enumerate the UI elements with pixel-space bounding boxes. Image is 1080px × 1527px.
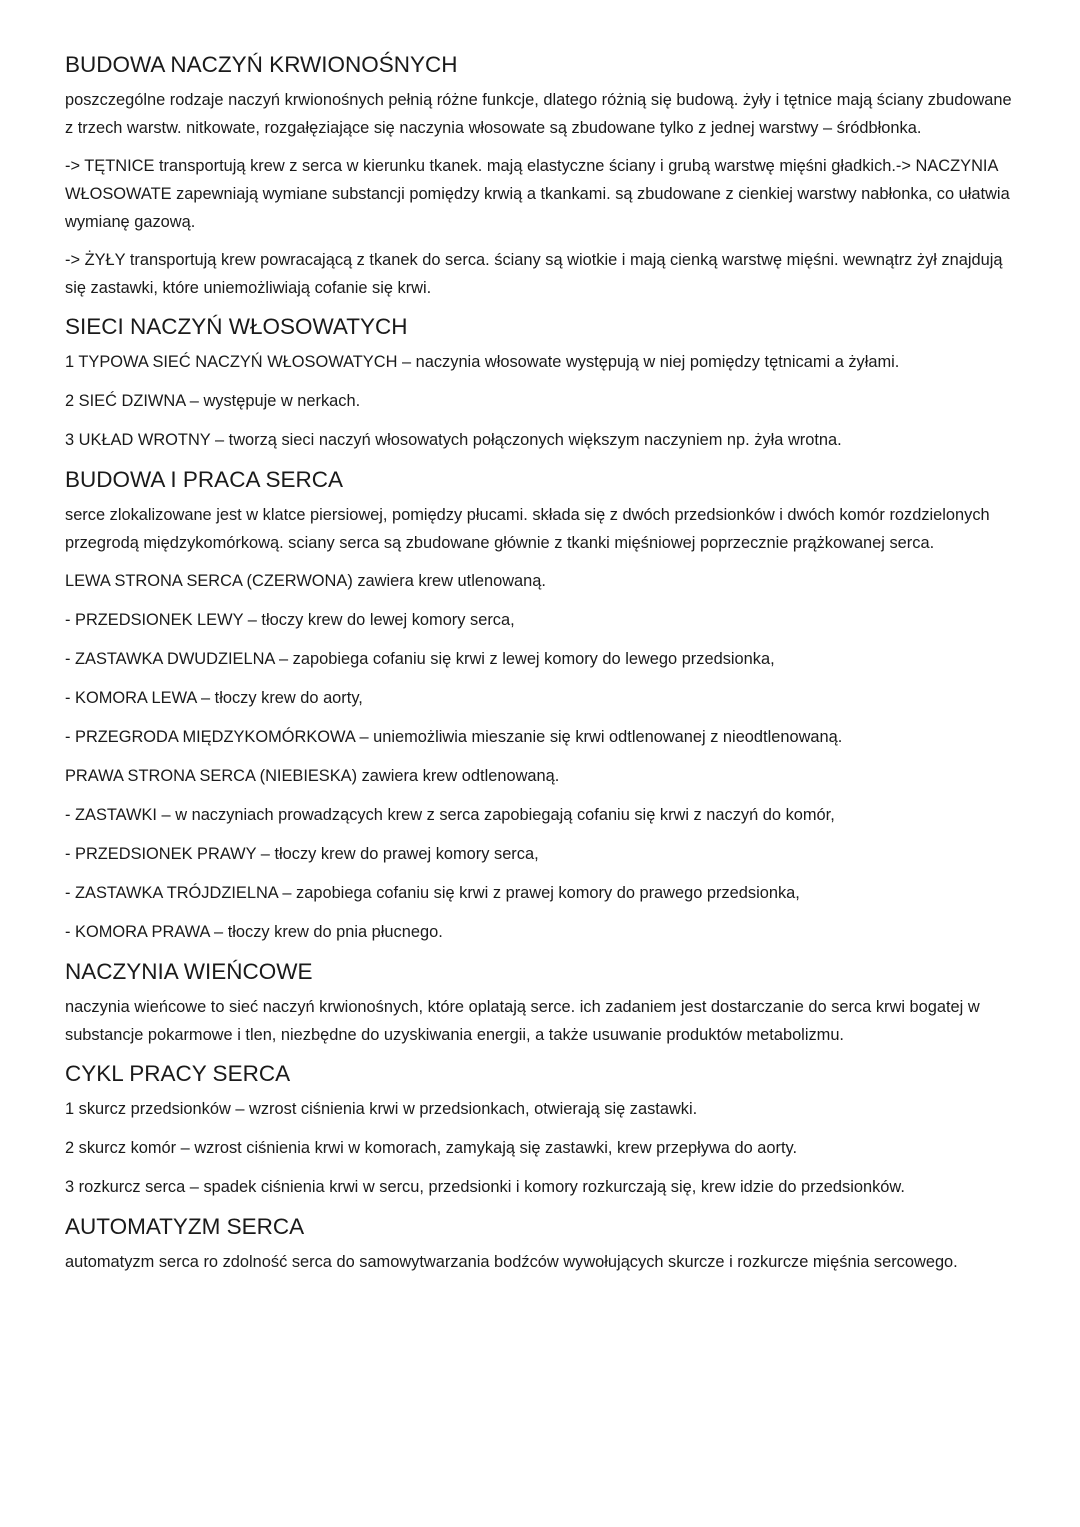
paragraph: automatyzm serca ro zdolność serca do samowytwarzania bodźców wywołujących skurcze i rozkurcze mięśnia sercowego. (65, 1253, 958, 1271)
list-item: 3 UKŁAD WROTNY – tworzą sieci naczyń włosowatych połączonych większym naczyniem np. żyła wrotna. (65, 431, 842, 449)
list-item: - PRZEDSIONEK LEWY – tłoczy krew do lewej komory serca, (65, 611, 515, 629)
section-heading: AUTOMATYZM SERCA (65, 1214, 305, 1239)
list-item: - KOMORA LEWA – tłoczy krew do aorty, (65, 689, 363, 707)
list-item: 1 skurcz przedsionków – wzrost ciśnienia krwi w przedsionkach, otwierają się zastawki. (65, 1100, 698, 1118)
section-cykl-pracy-serca (65, 1059, 1015, 1201)
section-heading: CYKL PRACY SERCA (65, 1061, 291, 1086)
list-item: 2 SIEĆ DZIWNA – występuje w nerkach. (65, 392, 361, 410)
list-item: - PRZEGRODA MIĘDZYKOMÓRKOWA – uniemożliwia mieszanie się krwi odtlenowanej z nieodtlenowaną. (65, 728, 843, 746)
paragraph: -> TĘTNICE transportują krew z serca w kierunku tkanek. mają elastyczne ściany i grubą warstwę mięśni gładkich.-> NACZYNIA WŁOSOWATE zapewniają wymiane substancji pomiędzy krwią a tkankami. są zbudowane z cienkiej warstwy nabłonka, co ułatwia wymianę gazową. (65, 157, 1010, 231)
paragraph: serce zlokalizowane jest w klatce piersiowej, pomiędzy płucami. składa się z dwóch przedsionków i dwóch komór rozdzielonych przegrodą międzykomórkową. sciany serca są zbudowane głównie z tkanki mięśniowej poprzecznie prążkowanej serca. (65, 506, 990, 552)
list-item: - PRZEDSIONEK PRAWY – tłoczy krew do prawej komory serca, (65, 845, 539, 863)
section-heading: NACZYNIA WIEŃCOWE (65, 959, 313, 984)
section-budowa-naczyn (65, 50, 1015, 302)
list-item: LEWA STRONA SERCA (CZERWONA) zawiera krew utlenowaną. (65, 572, 546, 590)
list-item: - KOMORA PRAWA – tłoczy krew do pnia płucnego. (65, 923, 443, 941)
document-page (65, 50, 1015, 1286)
section-heading: SIECI NACZYŃ WŁOSOWATYCH (65, 314, 408, 339)
list-item: - ZASTAWKA TRÓJDZIELNA – zapobiega cofaniu się krwi z prawej komory do prawego przedsionka, (65, 884, 800, 902)
section-budowa-serca (65, 465, 1015, 946)
paragraph: poszczególne rodzaje naczyń krwionośnych pełnią różne funkcje, dlatego różnią się budową. żyły i tętnice mają ściany zbudowane z trzech warstw. nitkowate, rozgałęziające się naczynia włosowate są zbudowane tylko z jednej warstwy – śródbłonka. (65, 91, 1012, 137)
paragraph: naczynia wieńcowe to sieć naczyń krwionośnych, które oplatają serce. ich zadaniem jest dostarczanie do serca krwi bogatej w substancje pokarmowe i tlen, niezbędne do uzyskiwania energii, a także usuwanie produktów metabolizmu. (65, 998, 980, 1044)
section-automatyzm-serca (65, 1212, 1015, 1276)
paragraph: -> ŻYŁY transportują krew powracającą z tkanek do serca. ściany są wiotkie i mają cienką warstwę mięśni. wewnątrz żył znajdują się zastawki, które uniemożliwiają cofanie się krwi. (65, 251, 1003, 297)
list-item: PRAWA STRONA SERCA (NIEBIESKA) zawiera krew odtlenowaną. (65, 767, 560, 785)
section-naczynia-wiencowe (65, 957, 1015, 1049)
list-item: - ZASTAWKA DWUDZIELNA – zapobiega cofaniu się krwi z lewej komory do lewego przedsionka, (65, 650, 775, 668)
list-item: - ZASTAWKI – w naczyniach prowadzących krew z serca zapobiegają cofaniu się krwi z naczyń do komór, (65, 806, 835, 824)
section-heading: BUDOWA I PRACA SERCA (65, 467, 343, 492)
list-item: 3 rozkurcz serca – spadek ciśnienia krwi w sercu, przedsionki i komory rozkurczają się, krew idzie do przedsionków. (65, 1178, 905, 1196)
section-heading: BUDOWA NACZYŃ KRWIONOŚNYCH (65, 52, 458, 77)
list-item: 1 TYPOWA SIEĆ NACZYŃ WŁOSOWATYCH – naczynia włosowate występują w niej pomiędzy tętnicami a żyłami. (65, 353, 900, 371)
section-sieci-naczyn (65, 312, 1015, 454)
list-item: 2 skurcz komór – wzrost ciśnienia krwi w komorach, zamykają się zastawki, krew przepływa do aorty. (65, 1139, 798, 1157)
